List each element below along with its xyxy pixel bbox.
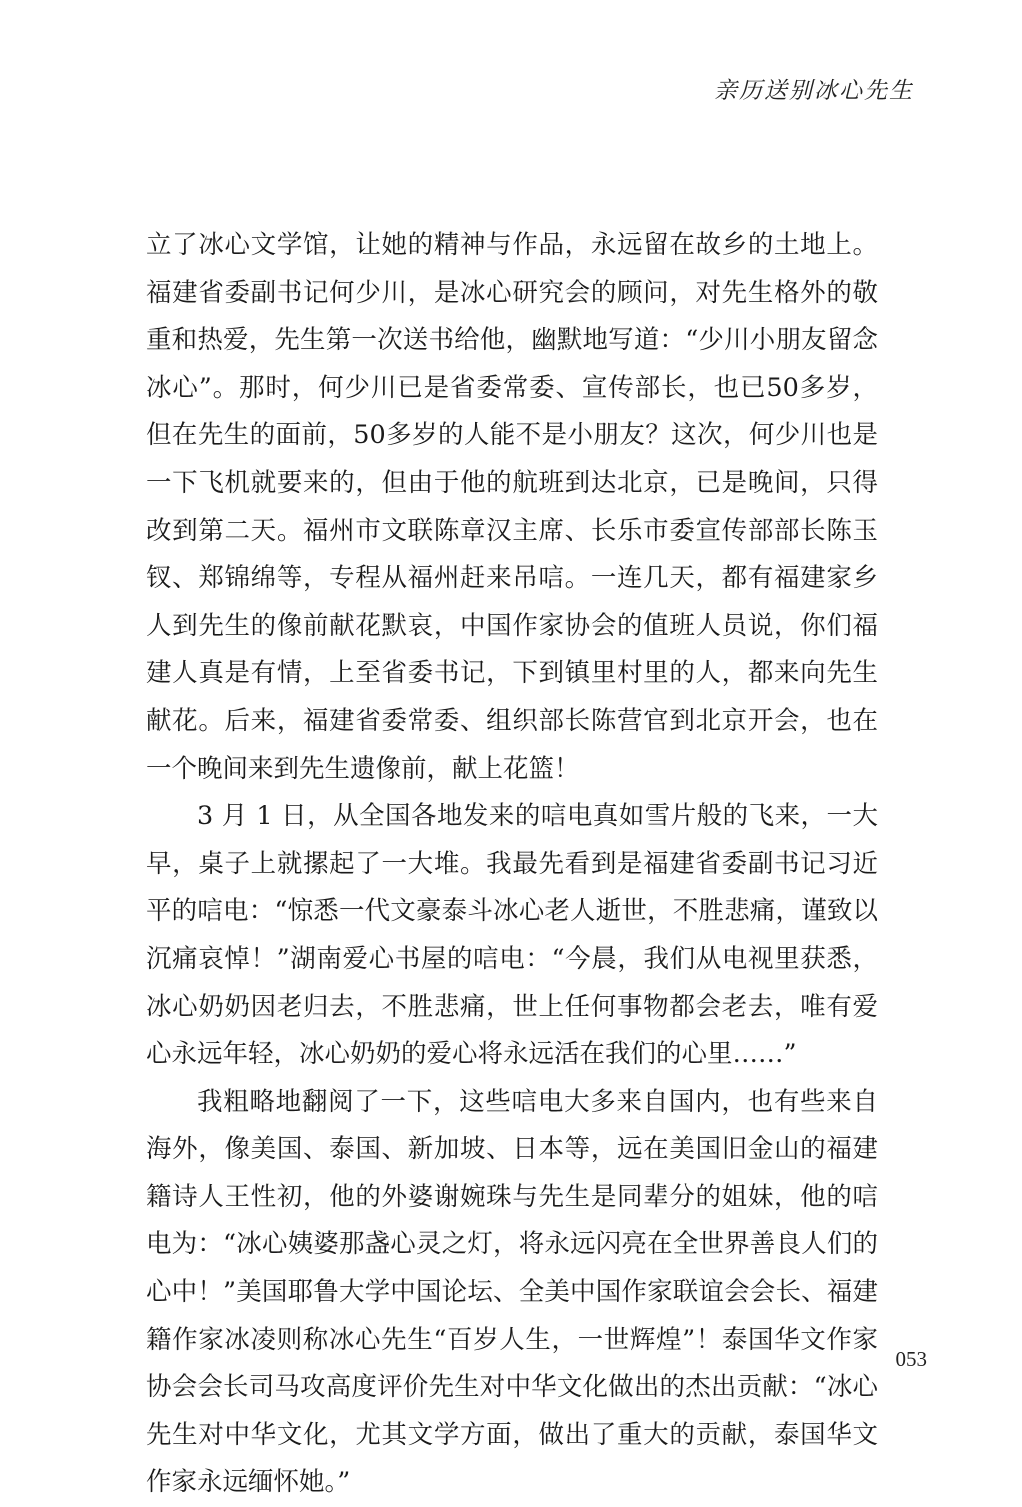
paragraph-1: 立了冰心文学馆，让她的精神与作品，永远留在故乡的土地上。福建省委副书记何少川，是冰心研究会的顾问，对先生格外的敬重和热爱，先生第一次送书给他，幽默地写道：“少川小朋友留念冰心”。那时，何少川已是省委常委、宣传部长，也已50多岁，但在先生的面前，50多岁的人能不是小朋友？这次，何少川也是一下飞机就要来的，但由于他的航班到达北京，已是晚间，只得改到第二天。福州市文联陈章汉主席、长乐市委宣传部部长陈玉钗、郑锦绵等，专程从福州赶来吊唁。一连几天，都有福建家乡人到先生的像前献花默哀，中国作家协会的值班人员说，你们福建人真是有情，上至省委书记，下到镇里村里的人，都来向先生献花。后来，福建省委常委、组织部长陈营官到北京开会，也在一个晚间来到先生遗像前，献上花篮！ [146, 230, 878, 784]
page-number: 053 [895, 1347, 927, 1371]
paragraph-2: 3 月 1 日，从全国各地发来的唁电真如雪片般的飞来，一大早，桌子上就摞起了一大堆。我最先看到是福建省委副书记习近平的唁电：“惊悉一代文豪泰斗冰心老人逝世，不胜悲痛，谨致以沉痛哀悼！”湖南爱心书屋的唁电：“今晨，我们从电视里获悉，冰心奶奶因老归去，不胜悲痛，世上任何事物都会老去，唯有爱心永远年轻，冰心奶奶的爱心将永远活在我们的心里……” [146, 801, 878, 1070]
paragraph-3: 我粗略地翻阅了一下，这些唁电大多来自国内，也有些来自海外，像美国、泰国、新加坡、日本等，远在美国旧金山的福建籍诗人王性初，他的外婆谢婉珠与先生是同辈分的姐妹，他的唁电为：“冰心姨婆那盏心灵之灯，将永远闪亮在全世界善良人们的心中！”美国耶鲁大学中国论坛、全美中国作家联谊会会长、福建籍作家冰凌则称冰心先生“百岁人生，一世辉煌”！泰国华文作家协会会长司马攻高度评价先生对中华文化做出的杰出贡献：“冰心先生对中华文化，尤其文学方面，做出了重大的贡献，泰国华文作家永远缅怀她。” [146, 1086, 878, 1498]
running-head-title: 亲历送别冰心先生 [714, 78, 914, 104]
body-text [146, 222, 878, 1507]
